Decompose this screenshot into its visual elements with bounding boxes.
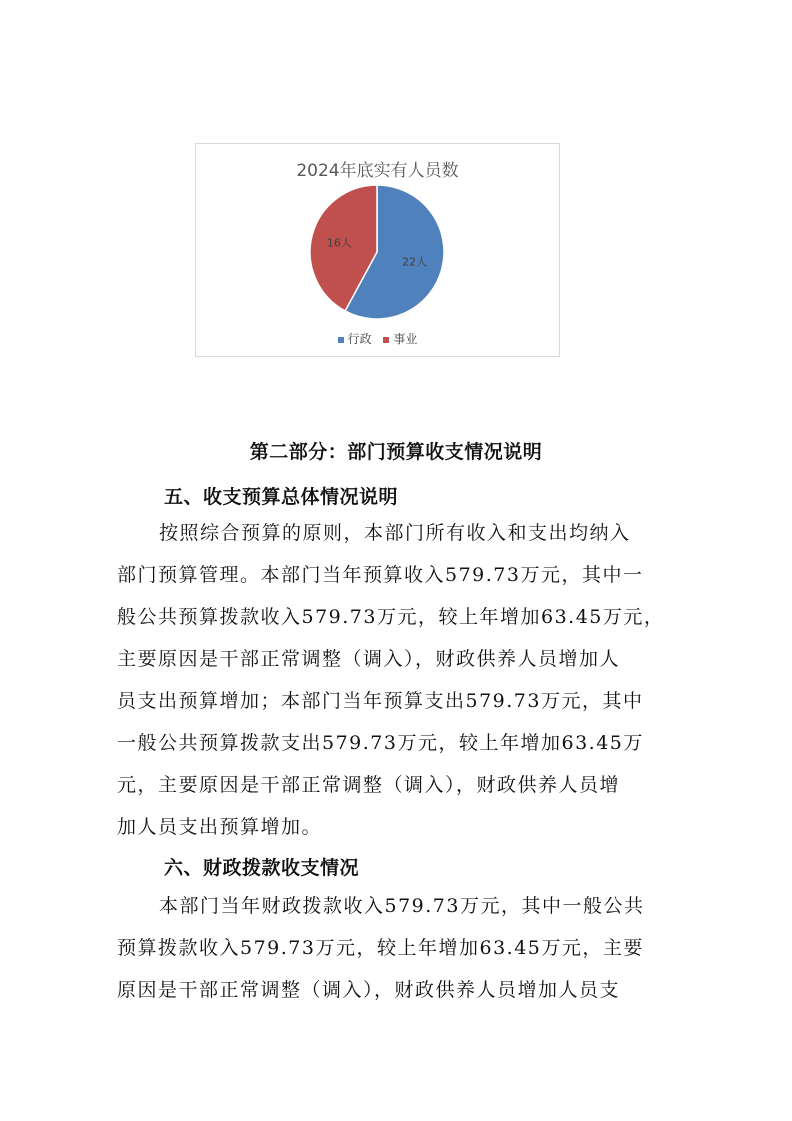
para5-line: 部门预算管理。本部门当年预算收入579.73万元，其中一: [117, 564, 644, 586]
heading-six: 六、财政拨款收支情况: [164, 857, 360, 879]
paragraph-six: [117, 885, 677, 1011]
para6-line: 本部门当年财政拨款收入579.73万元，其中一般公共: [159, 895, 645, 917]
pie-data-label-xingzheng: 22人: [402, 255, 428, 269]
para6-line: 预算拨款收入579.73万元，较上年增加63.45万元，主要: [117, 937, 644, 959]
pie-svg: [196, 144, 561, 358]
para5-line: 按照综合预算的原则，本部门所有收入和支出均纳入: [159, 522, 631, 544]
para5-line: 元，主要原因是干部正常调整（调入），财政供养人员增: [117, 774, 621, 796]
legend-label-xingzheng: 行政: [347, 332, 372, 346]
pie-data-label-shiye: 16人: [326, 236, 352, 250]
para5-line: 员支出预算增加；本部门当年预算支出579.73万元，其中: [117, 690, 644, 712]
legend-swatch-xingzheng: [338, 337, 344, 343]
legend-swatch-shiye: [383, 337, 389, 343]
legend-item-shiye: [383, 330, 417, 347]
para5-line: 主要原因是干部正常调整（调入），财政供养人员增加人: [117, 648, 621, 670]
para5-line: 加人员支出预算增加。: [117, 816, 323, 838]
section-title: 第二部分：部门预算收支情况说明: [249, 441, 543, 463]
chart-legend: [196, 330, 559, 347]
legend-label-shiye: 事业: [393, 332, 418, 346]
pie-chart: [195, 143, 560, 357]
para5-line: 般公共预算拨款收入579.73万元，较上年增加63.45万元，: [117, 606, 665, 628]
legend-item-xingzheng: [338, 330, 372, 347]
chart-title: 2024年底实有人员数: [296, 161, 459, 181]
para6-line: 原因是干部正常调整（调入），财政供养人员增加人员支: [117, 979, 621, 1001]
para5-line: 一般公共预算拨款支出579.73万元，较上年增加63.45万: [117, 732, 644, 754]
paragraph-five: [117, 512, 677, 848]
heading-five: 五、收支预算总体情况说明: [164, 486, 399, 508]
